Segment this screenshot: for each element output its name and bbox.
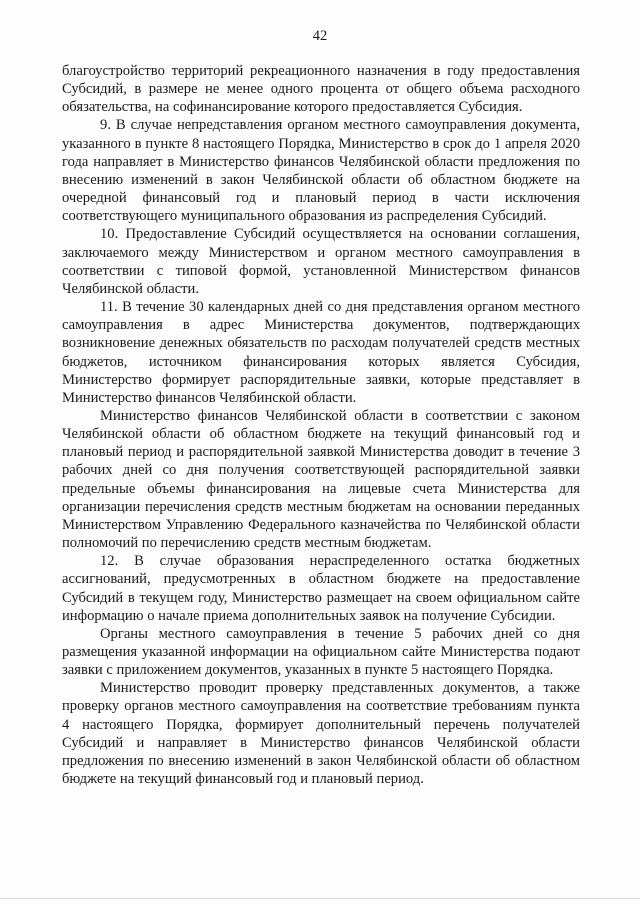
page-number: 42 [312, 28, 328, 44]
paragraph-item-9: 9. В случае непредставления органом местного самоуправления документа, указанного в пункте 8 настоящего Порядка, Министерство в срок до 1 апреля 2020 года направляет в Министерство финансов Челябинской области предложения по внесению изменений в закон Челябинской области об областном бюджете на очередной финансовый год и плановый период в части исключения соответствующего муниципального образования из распределения Субсидий. [62, 117, 580, 225]
page-bottom-edge [0, 898, 640, 899]
paragraph-item-12-applications: Органы местного самоуправления в течение 5 рабочих дней со дня размещения указанной информации на официальном сайте Министерства подают заявки с приложением документов, указанных в пункте 5 настоящего Порядка. [62, 625, 580, 679]
paragraph-item-12-verification: Министерство проводит проверку представленных документов, а также проверку органов местного самоуправления на соответствие требованиям пункта 4 настоящего Порядка, формирует дополнительный перечень получателей Субсидий и направляет в Министерство финансов Челябинской области предложения по внесению изменений в закон Челябинской области об областном бюджете на текущий финансовый год и плановый период. [62, 680, 580, 788]
paragraph-item-12: 12. В случае образования нераспределенного остатка бюджетных ассигнований, предусмотренных в областном бюджете на предоставление Субсидий в текущем году, Министерство размещает на своем официальном сайте информацию о начале приема дополнительных заявок на получение Субсидии. [62, 553, 580, 624]
document-body [62, 62, 580, 788]
paragraph-item-10: 10. Предоставление Субсидий осуществляется на основании соглашения, заключаемого между Министерством и органом местного самоуправления в соответствии с типовой формой, установленной Министерством финансов Челябинской области. [62, 226, 580, 297]
paragraph-item-11-finance-ministry: Министерство финансов Челябинской области в соответствии с законом Челябинской области об областном бюджете на текущий финансовый год и плановый период и распорядительной заявкой Министерства доводит в течение 3 рабочих дней со дня получения соответствующей распорядительной заявки предельные объемы финансирования на лицевые счета Министерства для организации перечисления средств местным бюджетам на основании переданных Министерством Управлению Федерального казначейства по Челябинской области полномочий по перечислению средств местным бюджетам. [62, 407, 580, 552]
paragraph-item-11: 11. В течение 30 календарных дней со дня представления органом местного самоуправления в адрес Министерства документов, подтверждающих возникновение денежных обязательств по расходам получателей средств местных бюджетов, источником финансирования которых является Субсидия, Министерство формирует распорядительные заявки, которые представляет в Министерство финансов Челябинской области. [62, 299, 580, 406]
paragraph-continuation: благоустройство территорий рекреационного назначения в году предоставления Субсидий, в размере не менее одного процента от общего объема расходного обязательства, на софинансирование которого предоставляется Субсидия. [62, 63, 580, 116]
